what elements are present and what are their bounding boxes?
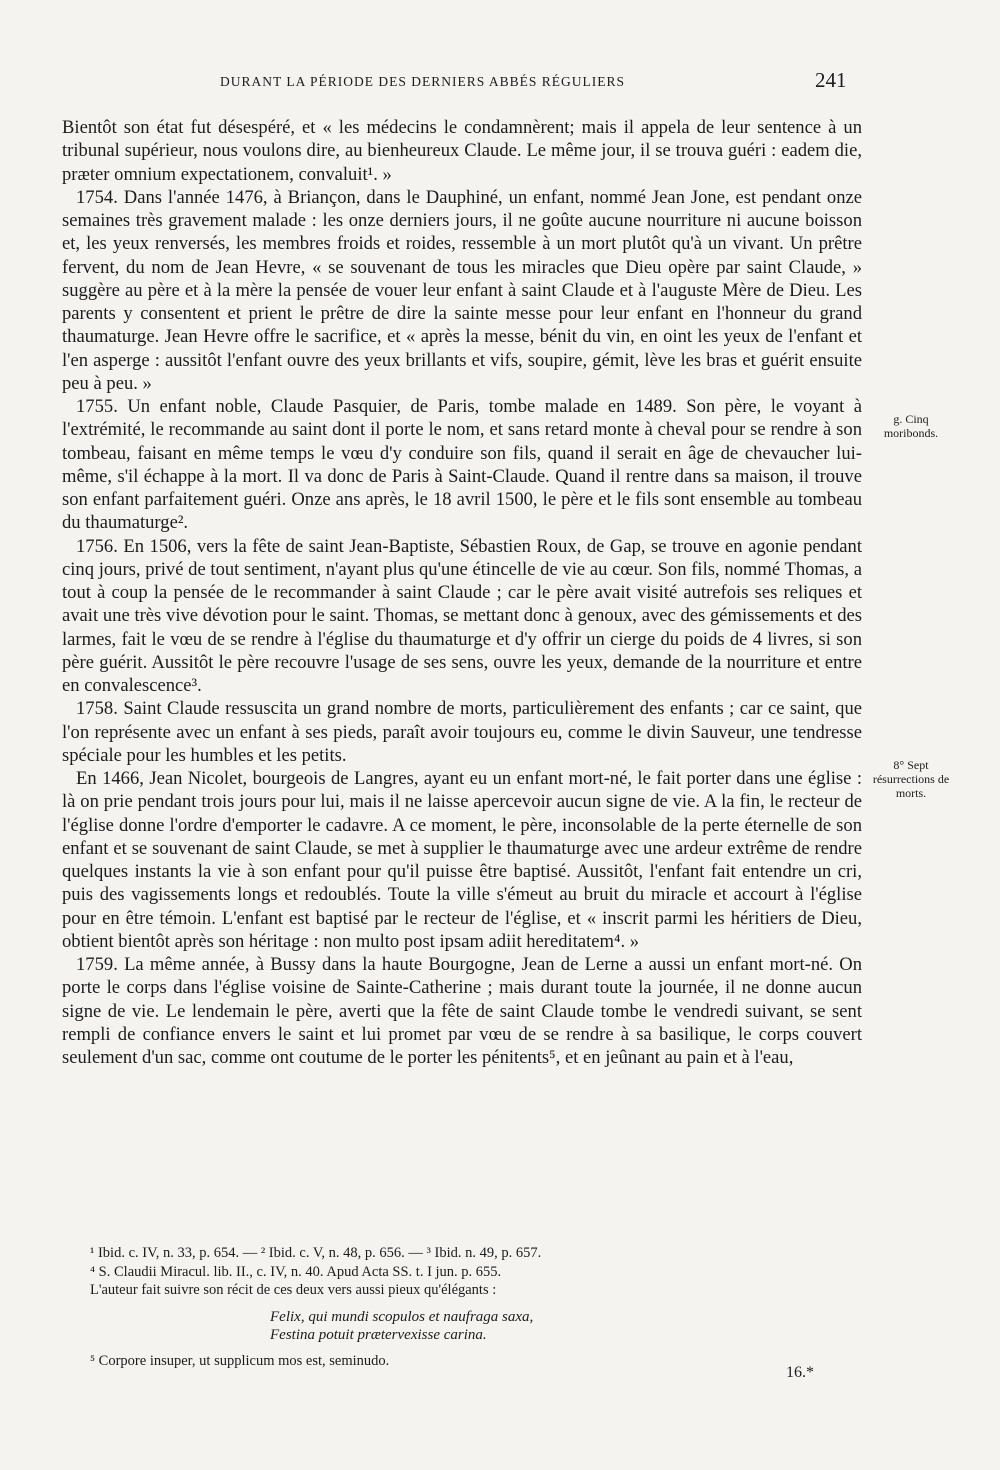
footnote-4: ⁴ S. Claudii Miracul. lib. II., c. IV, n. 40. Apud Acta SS. t. I jun. p. 655. bbox=[90, 1263, 502, 1280]
paragraph-number: 1755. bbox=[76, 396, 118, 417]
footnotes bbox=[90, 1244, 790, 1370]
paragraph-number: 1754. bbox=[76, 186, 118, 208]
footnote-5: ⁵ Corpore insuper, ut supplicum mos est, seminudo. bbox=[90, 1352, 390, 1369]
verse-line-2: Festina potuit prætervexisse carina. bbox=[270, 1326, 487, 1343]
verse-lines bbox=[270, 1308, 790, 1344]
paragraph-1466: En 1466, Jean Nicolet, bourgeois de Langres, ayant eu un enfant mort-né, le fait porter dans une église : là on prie pendant trois jours pour lui, mais il ne laisse apercevoir aucun signe de vie. A la fin, le recteur de l'église donne l'ordre d'emporter le cadavre. A ce moment, le père, inconsolable de la perte éternelle de son enfant et se souvenant de saint Claude, se met à supplier le thaumaturge avec une ardeur extrême de rendre quelques instants la vie à son enfant pour qu'il puisse être baptisé. Aussitôt, l'enfant fait entendre un cri, puis des vagissements longs et redoublés. Toute la ville s'émeut au bruit du miracle et accourt à l'église pour en être témoin. L'enfant est baptisé par le recteur de l'église, et « inscrit parmi les héritiers de Dieu, obtient bientôt après son héritage : non multo post ipsam adiit hereditatem⁴. » bbox=[62, 768, 862, 952]
paragraph-number: 1759. bbox=[76, 954, 118, 975]
paragraph-text: Dans l'année 1476, à Briançon, dans le Dauphiné, un enfant, nommé Jean Jone, est pendant onze semaines très gravement malade : les onze derniers jours, il ne goûte aucune nourriture ni aucune boisson et, les yeux renversés, les membres froids et roides, ressemble à un mort plutôt qu'à un vivant. Un prêtre fervent, du nom de Jean Hevre, « se souvenant de tous les miracles que Dieu opère par saint Claude, » suggère au père et à la mère la pensée de vouer leur enfant à saint Claude et à l'auguste Mère de Dieu. Les parents y consentent et prient le prêtre de dire la sainte messe pour leur enfant en l'honneur du grand thaumaturge. Jean Hevre offre le sacrifice, et « après la messe, bénit du vin, en oint les yeux de l'enfant et l'en asperge : aussitôt l'enfant ouvre des yeux brillants et vifs, soupire, gémit, lève les bras et guérit ensuite peu à peu. » bbox=[62, 186, 862, 394]
paragraph-text: En 1506, vers la fête de saint Jean-Baptiste, Sébastien Roux, de Gap, se trouve en agonie pendant cinq jours, privé de tout sentiment, n'ayant plus qu'une étincelle de vie au cœur. Son fils, nommé Thomas, a tout à coup la pensée de le recommander à saint Claude ; car le père avait visité autrefois ses reliques et avait une très vive dévotion pour le saint. Thomas, se mettant donc à genoux, avec des gémissements et des larmes, fait le vœu de se rendre à l'église du thaumaturge et d'y offrir un cierge du poids de 4 livres, si son père guérit. Aussitôt le père recouvre l'usage de ses sens, ouvre les yeux, demande de la nourriture et entre en convalescence³. bbox=[62, 535, 862, 696]
running-title: DURANT LA PÉRIODE DES DERNIERS ABBÉS RÉGULIERS bbox=[220, 74, 626, 89]
verse-line-1: Felix, qui mundi scopulos et naufraga saxa, bbox=[270, 1308, 534, 1325]
paragraph-text: Un enfant noble, Claude Pasquier, de Paris, tombe malade en 1489. Son père, le voyant à l'extrémité, le recommande au saint dont il porte le nom, et sans retard monte à cheval pour se rendre à son tombeau, faisant en même temps le vœu d'y conduire son fils, quand il serait en âge de chevaucher lui-même, s'il échappe à la mort. Il va donc de Paris à Saint-Claude. Quand il rentre dans sa maison, il trouve son enfant parfaitement guéri. Onze ans après, le 18 avril 1500, le père et le fils sont ensemble au tombeau du thaumaturge². bbox=[62, 396, 862, 534]
paragraph-1: Bientôt son état fut désespéré, et « les médecins le condamnèrent; mais il appela de leur sentence à un tribunal supérieur, nous voulons dire, au bienheureux Claude. Le même jour, il se trouva guéri : eadem die, præter omnium expectationem, convaluit¹. » bbox=[62, 117, 862, 185]
paragraph-1756 bbox=[62, 535, 862, 698]
footnote-4-intro: L'auteur fait suivre son récit de ces deux vers aussi pieux qu'élégants : bbox=[90, 1282, 497, 1298]
footnote-1-3: ¹ Ibid. c. IV, n. 33, p. 654. — ² Ibid. c. V, n. 48, p. 656. — ³ Ibid. n. 49, p. 657. bbox=[90, 1245, 542, 1261]
paragraph-text: La même année, à Bussy dans la haute Bourgogne, Jean de Lerne a aussi un enfant mort-né. On porte le corps dans l'église voisine de Sainte-Catherine ; mais durant toute la journée, il ne donne aucun signe de vie. Le lendemain le père, averti que la fête de saint Claude tombe le vendredi suivant, se sent rempli de confiance envers le saint et lui promet par vœu de se rendre à sa basilique, le corps couvert seulement d'un sac, comme ont coutume de le porter les pénitents⁵, et en jeûnant au pain et à l'eau, bbox=[62, 954, 862, 1068]
paragraph-1755 bbox=[62, 395, 862, 535]
margin-note-moribonds: g. Cinq moribonds. bbox=[883, 412, 939, 440]
paragraph-number: 1756. bbox=[76, 535, 118, 557]
paragraph-text: Saint Claude ressuscita un grand nombre de morts, particulièrement des enfants ; car ce saint, que l'on représente avec un enfant à ses pieds, paraît avoir toujours eu, comme le divin Sauveur, une tendresse spéciale pour les humbles et les petits. bbox=[62, 698, 862, 766]
paragraph-1758 bbox=[62, 697, 862, 767]
paragraph-1759 bbox=[62, 953, 862, 1069]
paragraph-number: 1758. bbox=[76, 698, 118, 720]
paragraph-1754 bbox=[62, 186, 862, 395]
signature-mark: 16.* bbox=[786, 1364, 814, 1381]
margin-note-resurrections: 8° Sept résurrections de morts. bbox=[872, 758, 950, 800]
main-text bbox=[62, 116, 862, 1069]
page-number: 241 bbox=[815, 68, 847, 92]
